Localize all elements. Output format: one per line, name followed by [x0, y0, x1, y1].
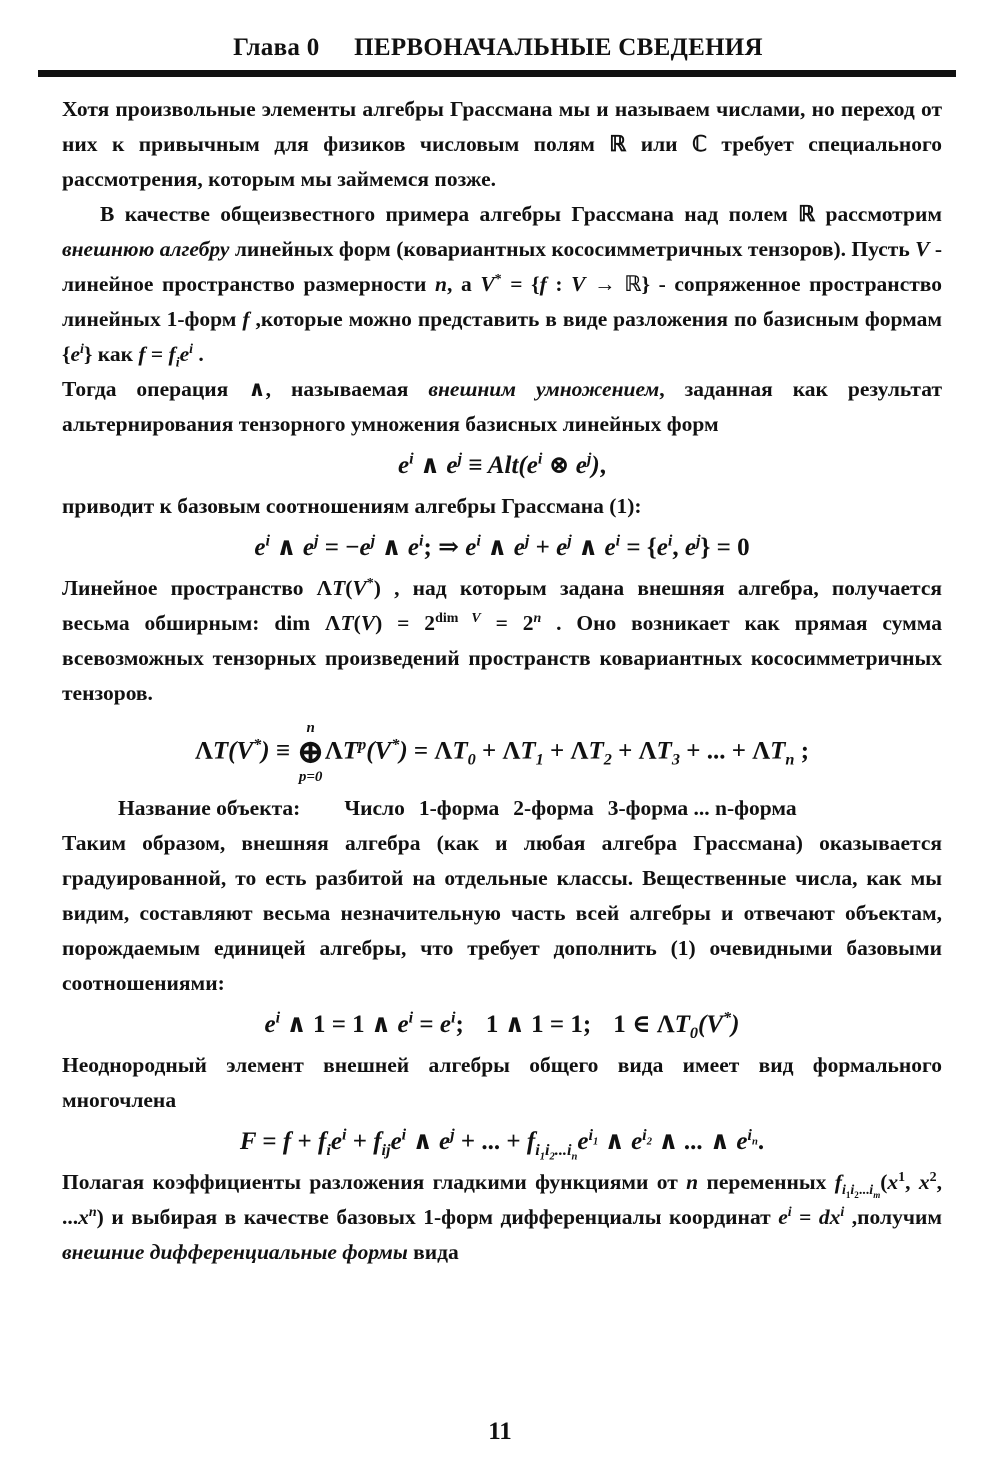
oplus-symbol: n ⊕ p=0 — [296, 720, 325, 785]
paragraph-5: Линейное пространство ΛT(V*) , над которым задана внешняя алгебра, получается весьма обширным: dim $\Lambda T(V) = 2^{dim V} = 2^n$ . Оно возникает как прямая сумма всевозможных тензорных произведений пространств ковариантных кососимметричных тензоров. — [62, 575, 943, 705]
term-exterior-differential-forms: внешние дифференциальные формы — [62, 1240, 408, 1264]
formula-general-element: $F = f + f_ie^i + f_{ij}e^i$ ∧ $e^j$ + ... + $f_{i_1i_2...i_n}e^{i_1}$ ∧ $e^{i_2}$ ∧ ... ∧ $e^{i_n}$. — [239, 1125, 765, 1163]
object-name-3: 3-форма ... n-форма — [607, 796, 797, 820]
paragraph-6: Таким образом, внешняя алгебра (как и любая алгебра Грассмана) оказывается градуированной, то есть разбитой на отдельные классы. Вещественные числа, как мы видим, составляют весьма незначительную часть всей алгебры и отвечают объектам, порождаемым единицей алгебры, что требует дополнить (1) очевидными базовыми соотношениями: — [62, 831, 942, 995]
page-number: 11 — [488, 1418, 512, 1445]
object-name-0: Число — [344, 796, 405, 820]
object-names-row — [118, 791, 942, 826]
paragraph-3: Тогда операция ∧, называемая внешним умножением, заданная как результат альтернирования тензорного умножения базисных линейных форм — [62, 377, 943, 436]
object-name-1: 1-форма — [418, 796, 500, 820]
object-names-label: Название объекта: — [118, 796, 301, 820]
paragraph-4: приводит к базовым соотношениям алгебры Грассмана (1): — [62, 494, 642, 518]
page-body — [62, 92, 942, 1270]
header-rule — [38, 70, 956, 77]
formula-grassmann-relations: $e^i$ ∧ $e^j = -e^j$ ∧ $e^i$; ⇒ $e^i$ ∧ $e^j + e^j$ ∧ $e^i = \{e^i$, $e^j\} = 0$ — [254, 531, 750, 561]
formula-unit-relations: $e^i$ ∧ 1 = 1 ∧ $e^i = e^i$; 1 ∧ 1 = 1; 1 ∈ $\Lambda T_0(V^*)$ — [264, 1008, 740, 1042]
paragraph-2: В качестве общеизвестного примера алгебры Грассмана над полем ℝ рассмотрим внешнюю алгебру линейных форм (ковариантных кососимметричных тензоров). Пусть V - линейное пространство размерности n, а V* = {f : V → ℝ} - сопряженное пространство линейных 1-форм f ,которые можно представить в виде разложения по базисным формам $\{e^i\}$ как $f = f_ie^i$ . — [62, 202, 943, 371]
formula-direct-sum: ΛT(V*) ≡ n ⊕ p=0 $\Lambda T^p(V^*) = \Lambda T_0 + \Lambda T_1 + \Lambda T_2 + \Lambda T_3$ + ... + $\Lambda T_n$ ; — [194, 720, 810, 785]
term-exterior-algebra: внешнюю алгебру — [62, 237, 230, 261]
chapter-title: ПЕРВОНАЧАЛЬНЫЕ СВЕДЕНИЯ — [354, 34, 763, 61]
paragraph-8: Полагая коэффициенты разложения гладкими функциями от n переменных $f_{i_1i_2...i_m}(x^1$, $x^2$, $...x^n$) и выбирая в качестве базовых 1-форм дифференциалы координат $e^i = dx^i$ ,получим внешние дифференциальные формы вида — [62, 1169, 942, 1264]
term-exterior-product: внешним умножением — [428, 377, 660, 401]
object-name-2: 2-форма — [513, 796, 594, 820]
running-header — [38, 34, 958, 62]
paragraph-7: Неоднородный элемент внешней алгебры общего вида имеет вид формального многочлена — [62, 1053, 942, 1112]
paragraph-1: Хотя произвольные элементы алгебры Грассмана мы и называем числами, но переход от них к привычным для физиков числовым полям ℝ или ℂ требует специального рассмотрения, которым мы займемся позже. — [62, 97, 942, 191]
chapter-label: Глава 0 — [233, 34, 320, 61]
formula-wedge-definition: $e^i$ ∧ $e^j \equiv Alt(e^i$ ⊗ $e^j$), — [397, 449, 606, 479]
